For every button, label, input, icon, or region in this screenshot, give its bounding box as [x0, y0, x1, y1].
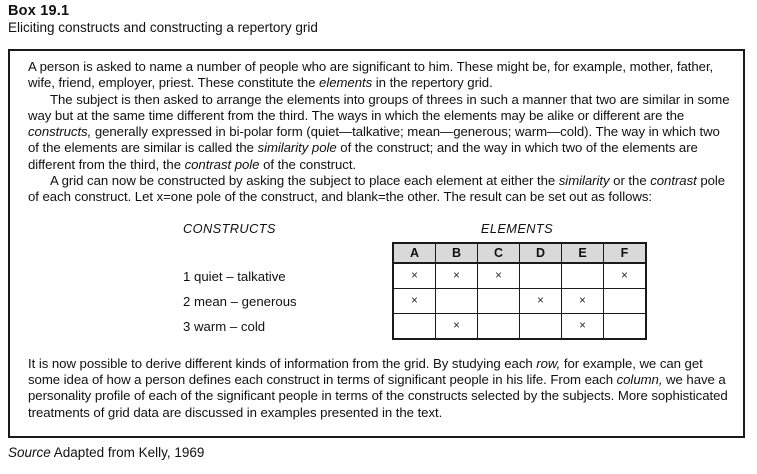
grid-column-header-a: A	[393, 243, 436, 263]
grid-column-header-d: D	[520, 243, 562, 263]
grid-cell-empty	[520, 313, 562, 339]
grid-cell-marked: ×	[436, 263, 478, 289]
text-run: pole of each construct. Let x=one pole of the construct, and blank=the other. The result can be set out as follows:	[28, 173, 726, 205]
grid-cell-marked: ×	[562, 288, 604, 313]
elements-column	[392, 221, 642, 340]
text-run: of the construct; and the way in which two of the elements are different from the third, the	[28, 140, 698, 172]
paragraph-closing	[28, 356, 730, 421]
italic-term: column,	[616, 371, 663, 387]
grid-cell-marked: ×	[604, 263, 647, 289]
italic-term: contrast pole	[184, 156, 260, 172]
italic-term: constructs,	[28, 124, 92, 140]
source-line	[8, 445, 747, 460]
text-run: A grid can now be constructed by asking the subject to place each element at either the	[50, 173, 559, 189]
grid-cell-empty	[478, 313, 520, 339]
grid-cell-empty	[436, 288, 478, 313]
text-run: of the construct.	[259, 156, 357, 172]
paragraph-grid-construction	[28, 173, 730, 206]
italic-term: row,	[536, 355, 561, 371]
grid-column-header-b: B	[436, 243, 478, 263]
italic-term: elements	[319, 75, 373, 91]
constructs-heading: CONSTRUCTS	[183, 220, 276, 236]
grid-cell-empty	[393, 313, 436, 339]
repertory-grid-table	[392, 242, 647, 340]
construct-label: 2 mean – generous	[183, 293, 297, 309]
text-run: we have a personality profile of each of the significant people in terms of the constructs selected by the subjects. More sophisticated treatments of grid data are discussed in examples presented in the text.	[28, 371, 728, 420]
source-label: Source	[8, 445, 51, 460]
grid-cell-marked: ×	[520, 288, 562, 313]
construct-labels	[183, 264, 392, 339]
text-run: or the	[609, 173, 651, 189]
italic-term: similarity	[558, 173, 610, 189]
grid-row	[393, 313, 646, 339]
repertory-grid-figure	[28, 221, 730, 340]
grid-cell-marked: ×	[393, 263, 436, 289]
content-box	[8, 49, 745, 438]
text-run: for example, we can get some idea of how a person defines each construct in terms of significant people in his life. From each	[28, 355, 703, 387]
grid-cell-empty	[478, 288, 520, 313]
grid-column-header-e: E	[562, 243, 604, 263]
paragraph-constructs	[28, 92, 730, 173]
grid-row	[393, 263, 646, 289]
grid-column-header-f: F	[604, 243, 647, 263]
paragraph-elements	[28, 59, 730, 92]
box-subtitle: Eliciting constructs and constructing a repertory grid	[8, 20, 318, 35]
text-run: It is now possible to derive different kinds of information from the grid. By studying each	[28, 355, 537, 371]
page	[8, 3, 747, 460]
text-run: in the repertory grid.	[372, 75, 493, 91]
grid-cell-empty	[604, 313, 647, 339]
grid-cell-empty	[604, 288, 647, 313]
grid-header-row	[393, 243, 646, 263]
construct-label: 1 quiet – talkative	[183, 268, 286, 284]
text-run: generally expressed in bi-polar form (quiet—talkative; mean—generous; warm—cold). The way in which two of the elements are similar is called the	[28, 124, 720, 156]
elements-heading: ELEMENTS	[480, 220, 554, 236]
grid-row	[393, 288, 646, 313]
grid-cell-marked: ×	[393, 288, 436, 313]
grid-body	[393, 263, 646, 339]
grid-column-header-c: C	[478, 243, 520, 263]
italic-term: similarity pole	[257, 140, 337, 156]
grid-cell-empty	[520, 263, 562, 289]
grid-cell-marked: ×	[478, 263, 520, 289]
grid-cell-marked: ×	[436, 313, 478, 339]
source-text: Adapted from Kelly, 1969	[50, 445, 205, 460]
box-number-title: Box 19.1	[8, 3, 70, 19]
italic-term: contrast	[650, 173, 697, 189]
constructs-column	[183, 221, 392, 340]
grid-cell-marked: ×	[562, 313, 604, 339]
construct-label: 3 warm – cold	[183, 318, 266, 334]
text-run: The subject is then asked to arrange the elements into groups of threes in such a manner that two are similar in some way but at the same time different from the third. The ways in which the elements may be alike or different are the	[28, 91, 730, 123]
grid-cell-empty	[562, 263, 604, 289]
text-run: A person is asked to name a number of people who are significant to him. These might be, for example, mother, father, wife, friend, employer, priest. These constitute the	[28, 59, 714, 91]
